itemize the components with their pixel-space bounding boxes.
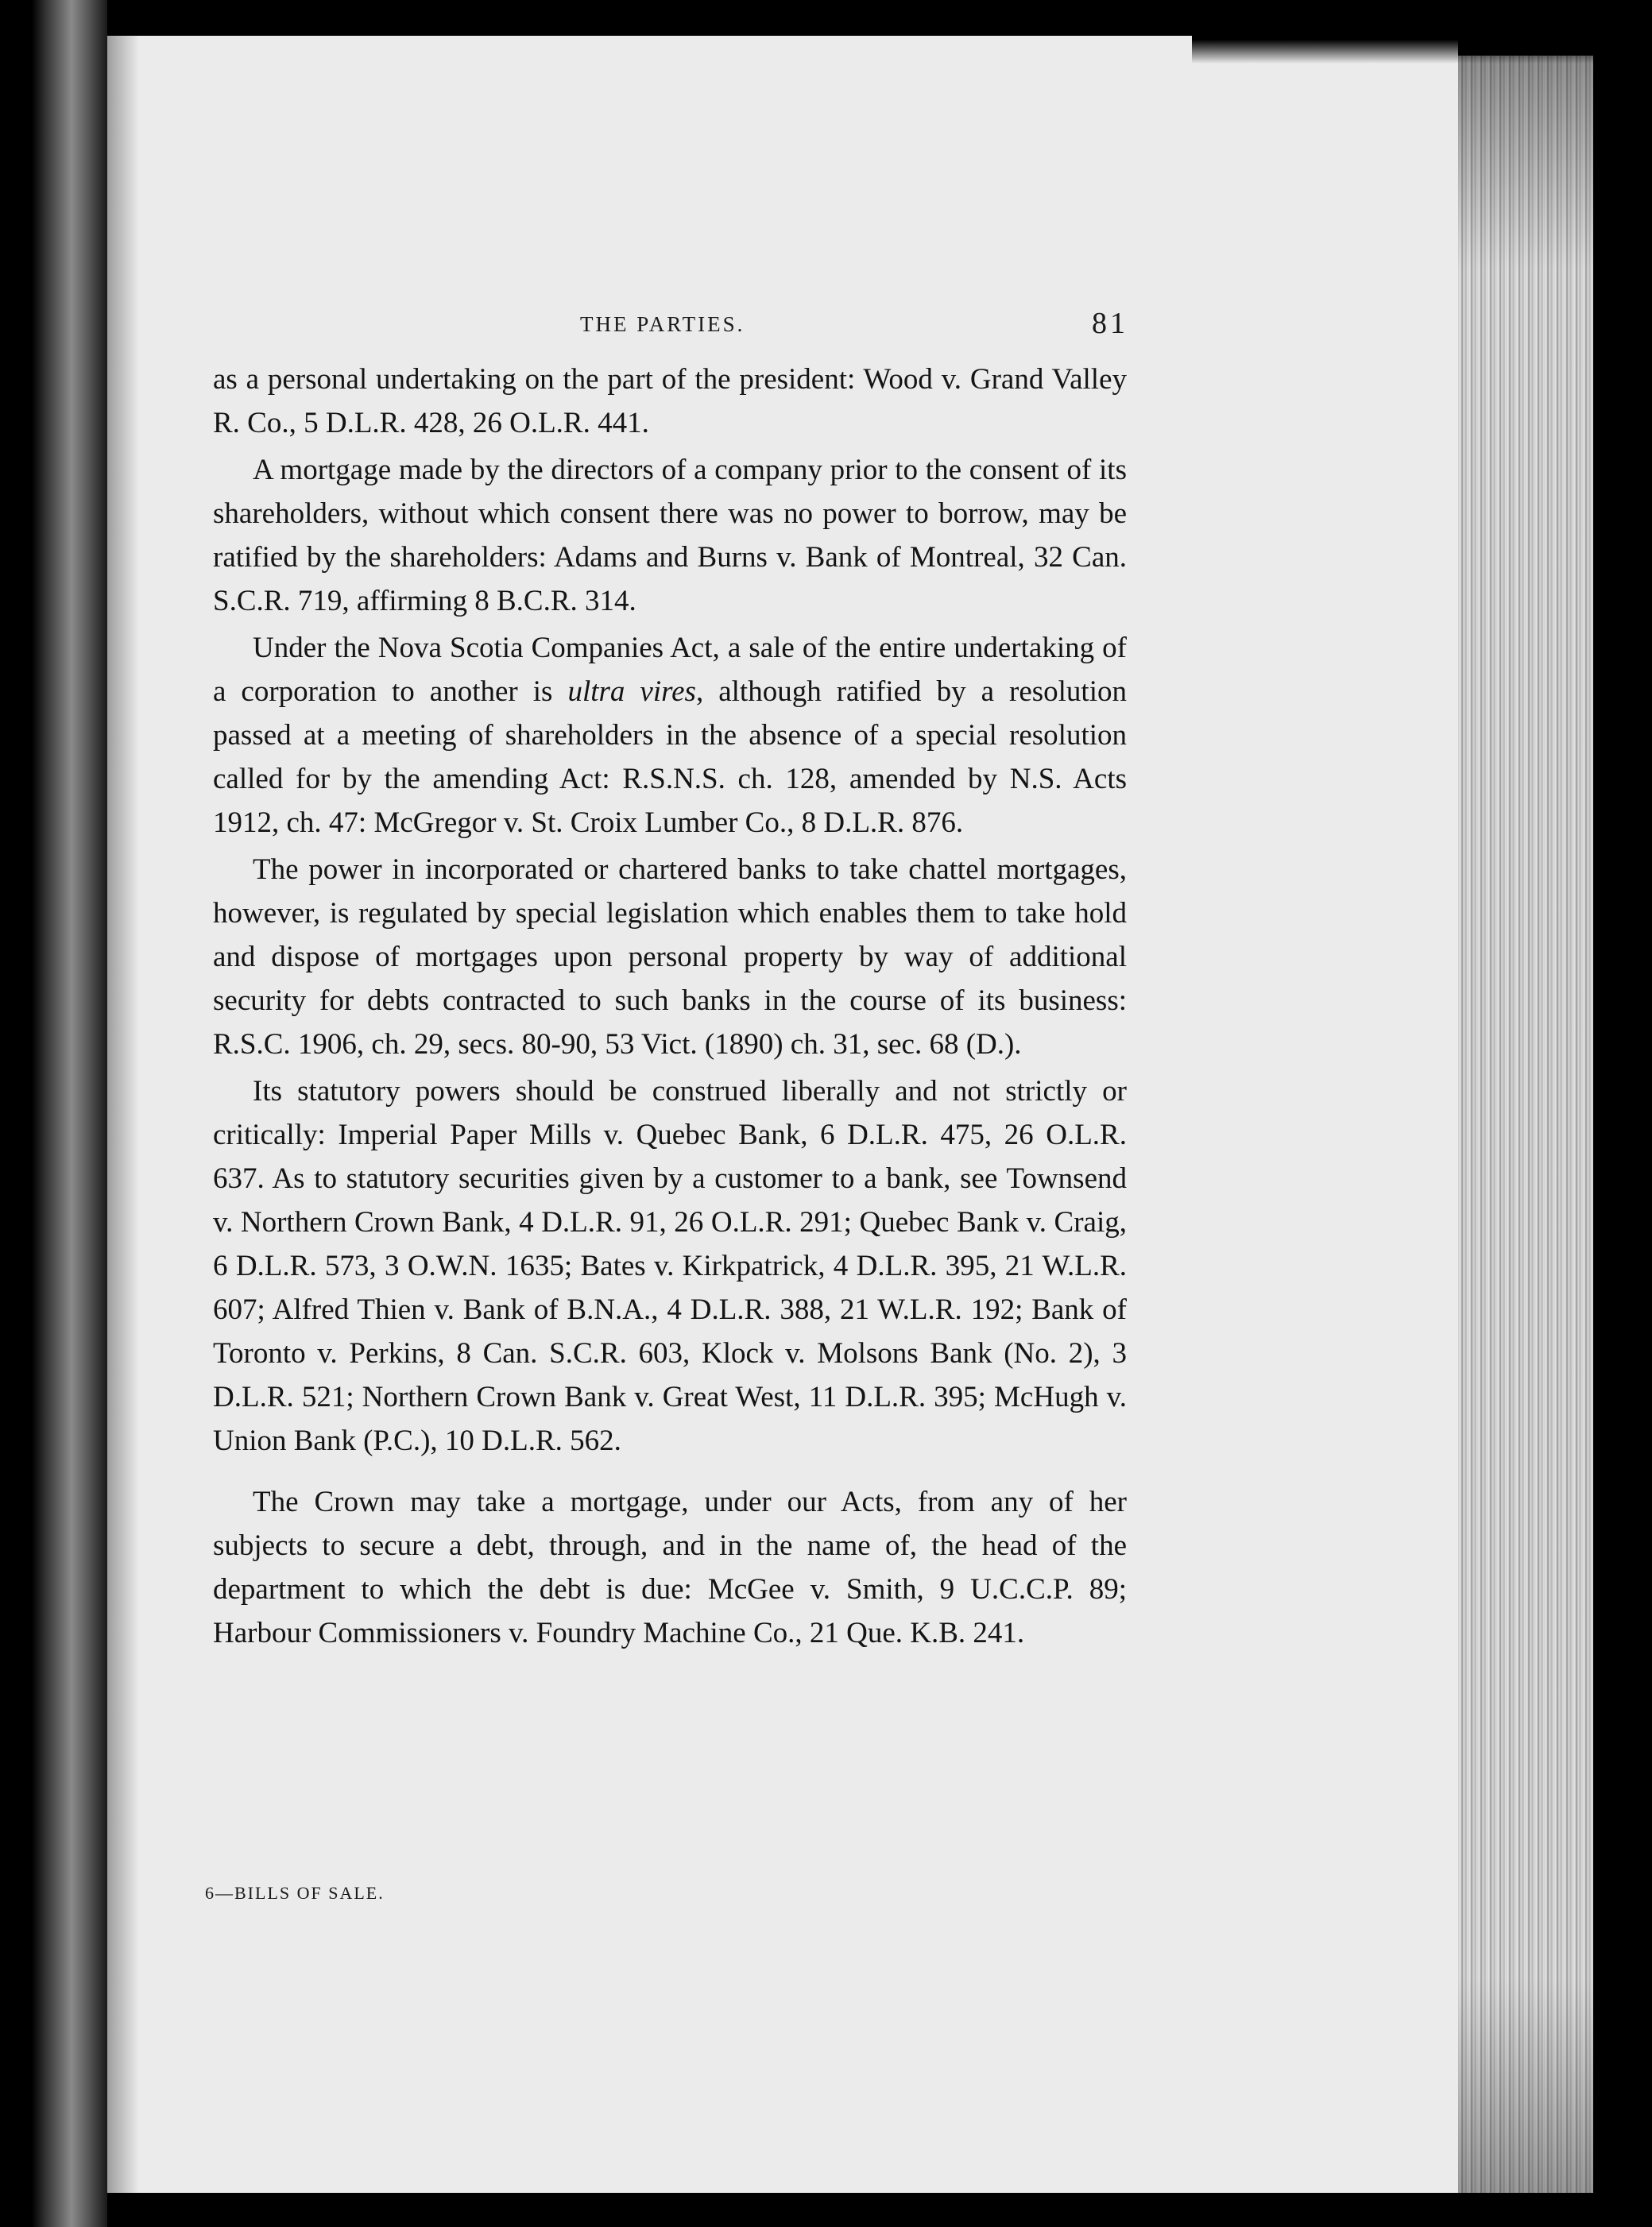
body-text	[213, 358, 1127, 1658]
paragraph-2: A mortgage made by the directors of a company prior to the consent of its shareholders, without which consent there was no power to borrow, may be ratified by the shareholders: Adams and Burns v. Bank of Montreal, 32 Can. S.C.R. 719, affirming 8 B.C.R. 314.	[213, 454, 1127, 617]
page-edges-shading	[1458, 56, 1593, 2193]
right-background	[1593, 0, 1652, 2227]
page-header	[222, 306, 1128, 354]
paragraph-5: Its statutory powers should be construed liberally and not strictly or critically: Imperial Paper Mills v. Quebec Bank, 6 D.L.R. 475, 26 O.L.R. 637. As to statutory securities given by a customer to a bank, see Townsend v. Northern Crown Bank, 4 D.L.R. 91, 26 O.L.R. 291; Quebec Bank v. Craig, 6 D.L.R. 573, 3 O.W.N. 1635; Bates v. Kirkpatrick, 4 D.L.R. 395, 21 W.L.R. 607; Alfred Thien v. Bank of B.N.A., 4 D.L.R. 388, 21 W.L.R. 192; Bank of Toronto v. Perkins, 8 Can. S.C.R. 603, Klock v. Molsons Bank (No. 2), 3 D.L.R. 521; Northern Crown Bank v. Great West, 11 D.L.R. 395; McHugh v. Union Bank (P.C.), 10 D.L.R. 562.	[213, 1075, 1127, 1457]
running-head: THE PARTIES.	[580, 312, 745, 336]
paragraph-6: The Crown may take a mortgage, under our Acts, from any of her subjects to secure a debt, through, and in the name of, the head of the department to which the debt is due: McGee v. Smith, 9 U.C.C.P. 89; Harbour Commissioners v. Foundry Machine Co., 21 Que. K.B. 241.	[213, 1486, 1127, 1649]
signature-mark: 6—BILLS OF SALE.	[205, 1883, 385, 1903]
paragraph-3: Under the Nova Scotia Companies Act, a sale of the entire undertaking of a corporation to another is ultra vires, although ratified by a resolution passed at a meeting of shareholders in the absence of a special resolution called for by the amending Act: R.S.N.S. ch. 128, amended by N.S. Acts 1912, ch. 47: McGregor v. St. Croix Lumber Co., 8 D.L.R. 876.	[213, 632, 1127, 839]
page-gutter-shadow	[107, 36, 139, 2193]
top-background	[1192, 0, 1652, 64]
paragraph-4: The power in incorporated or chartered banks to take chattel mortgages, however, is regulated by special legislation which enables them to take hold and dispose of mortgages upon personal property by way of additional security for debts contracted to such banks in the course of its business: R.S.C. 1906, ch. 29, secs. 80-90, 53 Vict. (1890) ch. 31, sec. 68 (D.).	[213, 853, 1127, 1061]
italic-phrase: ultra vires	[567, 675, 696, 708]
page-number: 81	[1092, 307, 1128, 340]
paragraph-1: as a personal undertaking on the part of the president: Wood v. Grand Valley R. Co., 5 D.L.R. 428, 26 O.L.R. 441.	[213, 363, 1127, 439]
left-binding-edge	[0, 0, 107, 2227]
